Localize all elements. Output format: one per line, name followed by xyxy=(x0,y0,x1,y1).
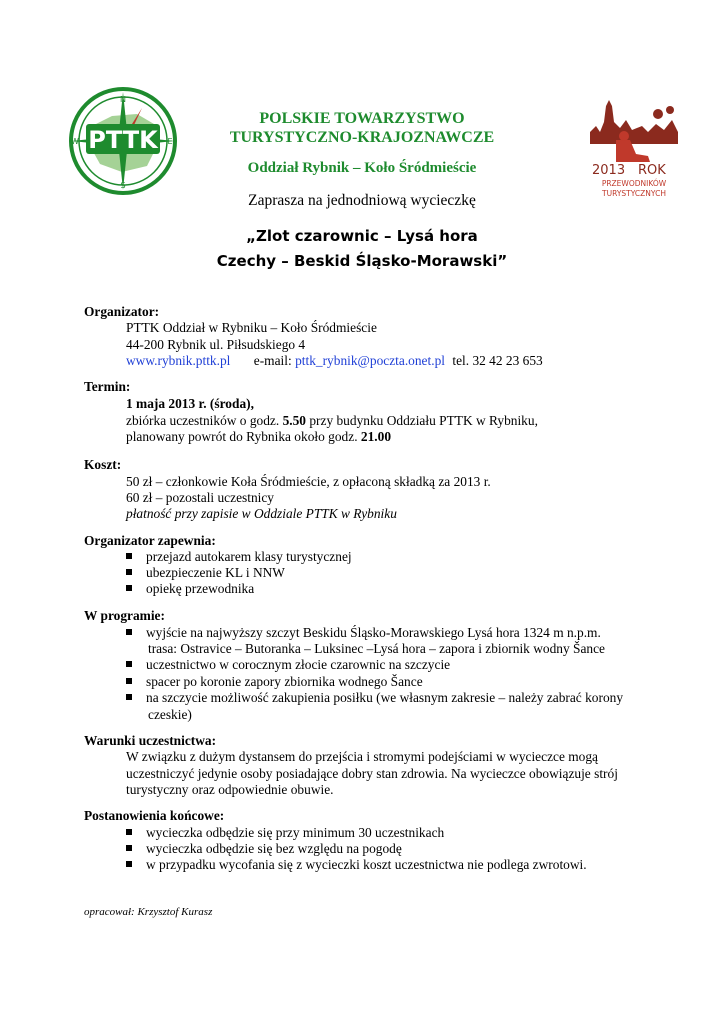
org-name-line1: POLSKIE TOWARZYSTWO xyxy=(259,110,465,127)
invite-text: Zaprasza na jednodniową wycieczkę xyxy=(248,192,476,209)
svg-text:W: W xyxy=(71,137,79,146)
list-item: w przypadku wycofania się z wycieczki koszt uczestnictwa nie podlega zwrotowi. xyxy=(126,857,587,873)
svg-text:ROK: ROK xyxy=(638,163,666,178)
svg-text:TURYSTYCZNYCH: TURYSTYCZNYCH xyxy=(602,189,666,198)
website-link[interactable]: www.rybnik.pttk.pl xyxy=(126,353,231,368)
organizer-line1: PTTK Oddział w Rybniku – Koło Śródmieście xyxy=(126,320,377,335)
term-meeting: zbiórka uczestników o godz. 5.50 przy budynku Oddziału PTTK w Rybniku, xyxy=(126,413,538,428)
organizer-line2: 44-200 Rybnik ul. Piłsudskiego 4 xyxy=(126,337,306,352)
list-item-continuation: czeskie) xyxy=(148,707,192,722)
list-item: wyjście na najwyższy szczyt Beskidu Śląsko-Morawskiego Lysá hora 1324 m n.p.m. xyxy=(126,625,601,641)
list-item: opiekę przewodnika xyxy=(126,581,254,597)
final-heading: Postanowienia końcowe: xyxy=(84,808,225,823)
organizer-contact xyxy=(126,353,543,369)
branch-name: Oddział Rybnik – Koło Śródmieście xyxy=(247,160,477,176)
cost-line2: 60 zł – pozostali uczestnicy xyxy=(126,490,274,505)
cost-line1: 50 zł – członkowie Koła Śródmieście, z opłaconą składką za 2013 r. xyxy=(126,474,491,489)
organizer-heading: Organizator: xyxy=(84,304,160,319)
conditions-line2: uczestniczyć jedynie osoby posiadające dobry stan zdrowia. Na wycieczce obowiązuje strój xyxy=(126,766,618,781)
list-item: na szczycie możliwość zakupienia posiłku (we własnym zakresie – należy zabrać korony xyxy=(126,690,623,706)
svg-text:S: S xyxy=(120,181,126,190)
list-item: spacer po koronie zapory zbiornika wodnego Šance xyxy=(126,674,423,690)
cost-heading: Koszt: xyxy=(84,457,122,472)
program-heading: W programie: xyxy=(84,608,165,623)
list-item: wycieczka odbędzie się przy minimum 30 uczestnikach xyxy=(126,825,444,841)
svg-text:N: N xyxy=(120,95,126,104)
trip-title-line1: „Zlot czarownic – Lysá hora xyxy=(246,227,478,245)
cost-line3: płatność przy zapisie w Oddziale PTTK w Rybniku xyxy=(126,506,397,521)
org-name-line2: TURYSTYCZNO-KRAJOZNAWCZE xyxy=(229,129,495,146)
term-date: 1 maja 2013 r. (środa), xyxy=(126,396,254,411)
list-item: ubezpieczenie KL i NNW xyxy=(126,565,285,581)
svg-text:PRZEWODNIKÓW: PRZEWODNIKÓW xyxy=(601,179,667,188)
conditions-line3: turystyczny oraz odpowiednie obuwie. xyxy=(126,782,334,797)
list-item-continuation: trasa: Ostravice – Butoranka – Luksinec –Lysá hora – zapora i zbiornik wodny Šance xyxy=(148,641,606,656)
trip-title-line2: Czechy – Beskid Śląsko-Morawski” xyxy=(216,252,508,270)
list-item: uczestnictwo w corocznym złocie czarownic na szczycie xyxy=(126,657,450,673)
footer-author: opracował: Krzysztof Kurasz xyxy=(84,906,213,918)
provides-heading: Organizator zapewnia: xyxy=(84,533,216,548)
term-heading: Termin: xyxy=(84,379,131,394)
svg-text:2013: 2013 xyxy=(592,163,626,178)
email-link[interactable]: pttk_rybnik@poczta.onet.pl xyxy=(295,353,445,368)
conditions-heading: Warunki uczestnictwa: xyxy=(84,733,217,748)
term-return: planowany powrót do Rybnika około godz. 21.00 xyxy=(126,429,392,444)
list-item: wycieczka odbędzie się bez względu na pogodę xyxy=(126,841,402,857)
phone: tel. 32 42 23 653 xyxy=(452,353,543,368)
svg-text:PTTK: PTTK xyxy=(88,126,158,154)
svg-text:E: E xyxy=(167,137,173,146)
list-item: przejazd autokarem klasy turystycznej xyxy=(126,549,352,565)
conditions-line1: W związku z dużym dystansem do przejścia i stromymi podejściami w wycieczce mogą xyxy=(126,749,598,764)
email-label: e-mail: xyxy=(253,353,292,368)
